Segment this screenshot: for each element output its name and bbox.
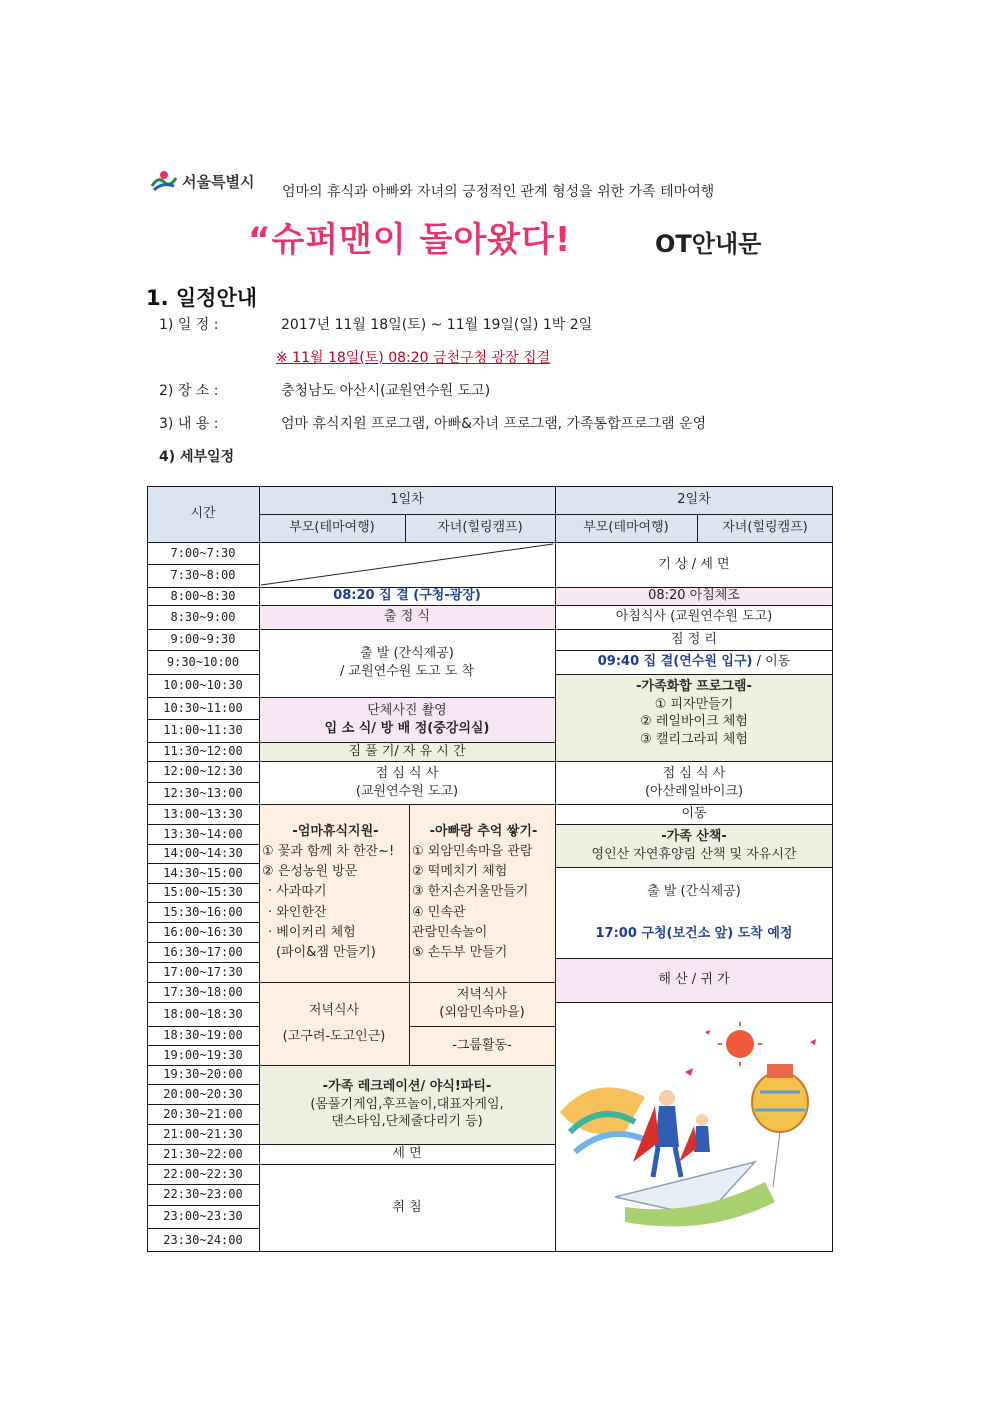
- grid-line: [147, 1084, 259, 1085]
- header-day2: 2일차: [555, 486, 833, 514]
- d1-entrance: 입 소 식/ 방 배 정(중강의실): [324, 720, 490, 736]
- d1-mom-item: · 사과따기: [268, 884, 327, 900]
- d2-arrive: 17:00 구청(보건소 앞) 도착 예정: [595, 925, 793, 941]
- d2-move: 이동: [681, 806, 707, 822]
- empty-slot-diagonal: [259, 542, 555, 587]
- grid-line: [147, 902, 259, 903]
- grid-line: [259, 1164, 555, 1165]
- grid-line: [555, 650, 833, 651]
- grid-line: [147, 1205, 259, 1206]
- info-date-value: 2017년 11월 18일(토) ~ 11월 19일(일) 1박 2일: [281, 317, 593, 333]
- grid-line: [259, 982, 555, 983]
- grid-line: [147, 844, 259, 845]
- page-title: “슈퍼맨이 돌아왔다!: [248, 220, 572, 260]
- time-slot: 14:30~15:00: [163, 865, 243, 880]
- d2-depart-line: 출 발 (간식제공): [647, 883, 741, 899]
- info-content-value: 엄마 휴식지원 프로그램, 아빠&자녀 프로그램, 가족통합프로그램 운영: [281, 416, 707, 432]
- grid-line: [409, 1026, 555, 1027]
- d2-breakfast: 아침식사 (교원연수원 도고): [615, 609, 773, 625]
- d1-ceremony: 출 정 식: [259, 605, 555, 629]
- d1-mom-item: ① 꽃과 함께 차 한잔~!: [262, 844, 395, 860]
- grid-line: [259, 1065, 555, 1066]
- grid-line: [555, 867, 833, 868]
- grid-line: [259, 761, 555, 762]
- d2-prog-item: ① 피자만들기: [654, 696, 734, 712]
- grid-line: [147, 824, 259, 825]
- d2-lunch: [555, 761, 833, 804]
- d1-entrance-block: [259, 697, 555, 742]
- d2-prog-item: ② 레일바이크 체험: [640, 714, 748, 730]
- d1-dad-item: ④ 민속관: [412, 904, 466, 920]
- grid-line: [147, 697, 259, 698]
- grid-line: [147, 650, 259, 651]
- grid-line: [555, 804, 833, 805]
- d1-wash: 세 면: [392, 1146, 422, 1162]
- header-d2-child: 자녀(힐링캠프): [697, 514, 833, 542]
- grid-line: [147, 486, 833, 487]
- time-slot: 17:00~17:30: [163, 964, 243, 979]
- time-slot: 22:30~23:00: [163, 1187, 243, 1202]
- time-slot: 13:30~14:00: [163, 826, 243, 841]
- d1-dinner-parent-line2: (고구려-도고인근): [282, 1028, 386, 1044]
- d1-lunch: [259, 761, 555, 804]
- d1-gather: 08:20 집 결 (구청-광장): [333, 588, 481, 604]
- grid-line: [259, 587, 555, 588]
- grid-line: [147, 542, 833, 543]
- grid-line: [147, 1184, 259, 1185]
- time-slot: 7:00~7:30: [170, 545, 236, 560]
- grid-line: [147, 1124, 259, 1125]
- time-slot: 19:30~20:00: [163, 1067, 243, 1082]
- d2-gather: [555, 650, 833, 674]
- d1-dad-item: ⑤ 손두부 만들기: [412, 944, 508, 960]
- d2-prog-title: -가족화합 프로그램-: [636, 679, 752, 694]
- d1-dinner-child: [409, 982, 555, 1026]
- page-subtitle: 엄마의 휴식과 아빠와 자녀의 긍정적인 관계 형성을 위한 가족 테마여행: [282, 184, 715, 200]
- grid-line: [147, 962, 259, 963]
- time-slot: 16:30~17:00: [163, 944, 243, 959]
- detail-schedule-label: 4) 세부일정: [159, 449, 235, 465]
- grid-line: [697, 514, 698, 542]
- time-slot: 20:30~21:00: [163, 1106, 243, 1121]
- d1-depart: [259, 629, 555, 697]
- schedule-table: [147, 486, 833, 1252]
- d2-gather-bold: 09:40 집 결(연수원 입구): [597, 654, 753, 670]
- grid-line: [147, 942, 259, 943]
- time-slot: 9:00~9:30: [170, 632, 236, 647]
- grid-line: [147, 1065, 259, 1066]
- grid-line: [555, 824, 833, 825]
- d2-exercise: 08:20 아침체조: [555, 587, 833, 605]
- grid-line: [147, 782, 259, 783]
- time-slot: 18:30~19:00: [163, 1028, 243, 1043]
- grid-line: [147, 1104, 259, 1105]
- info-place-value: 충청남도 아산시(교원연수원 도고): [281, 383, 491, 399]
- notice-text: ※ 11월 18일(토) 08:20 금천구청 광장 집결: [276, 350, 551, 366]
- grid-line: [555, 629, 833, 630]
- grid-line: [555, 486, 556, 1252]
- d1-group-activity: -그룹활동-: [409, 1026, 555, 1065]
- d2-walk-title: -가족 산책-: [661, 828, 727, 844]
- time-slot: 23:00~23:30: [163, 1209, 243, 1224]
- header-d2-parent: 부모(테마여행): [555, 514, 697, 542]
- seoul-logo-icon: [150, 170, 178, 192]
- grid-line: [147, 761, 259, 762]
- grid-line: [147, 863, 259, 864]
- d1-mom-title: -엄마휴식지원-: [292, 824, 379, 839]
- grid-line: [259, 605, 555, 606]
- grid-line: [259, 804, 555, 805]
- d1-lunch-line1: 점 심 식 사: [375, 765, 439, 781]
- superman-family-illustration: [555, 1002, 833, 1252]
- d1-rec-line1: (몸풀기게임,후프놀이,대표자게임,: [310, 1096, 504, 1112]
- grid-line: [555, 761, 833, 762]
- grid-line: [259, 629, 555, 630]
- grid-line: [259, 514, 833, 515]
- d2-pack: 짐 정 리: [671, 631, 717, 647]
- grid-line: [259, 486, 260, 1252]
- grid-line: [147, 629, 259, 630]
- grid-line: [259, 697, 555, 698]
- d2-wake: 기 상 / 세 면: [658, 556, 730, 572]
- time-slot: 21:00~21:30: [163, 1126, 243, 1141]
- d1-dad-item: ③ 한지손거울만들기: [412, 884, 529, 900]
- d2-depart: [555, 867, 833, 958]
- time-slot: 8:00~8:30: [170, 588, 236, 603]
- d1-dad-item: ② 떡메치기 체험: [412, 864, 508, 880]
- header-day1: 1일차: [259, 486, 555, 514]
- grid-line: [147, 1026, 259, 1027]
- grid-line: [147, 564, 259, 565]
- grid-line: [147, 804, 259, 805]
- d2-prog-item: ③ 캘리그라피 체험: [640, 731, 748, 747]
- grid-line: [147, 1251, 833, 1252]
- d1-mom-item: · 베이커리 체험: [268, 924, 356, 940]
- page-title-sub: OT안내문: [655, 230, 762, 258]
- d1-mom-program: [259, 804, 409, 982]
- time-slot: 23:30~24:00: [163, 1232, 243, 1247]
- time-slot: 10:00~10:30: [163, 678, 243, 693]
- grid-line: [555, 958, 833, 959]
- time-slot: 14:00~14:30: [163, 846, 243, 861]
- header-time: 시간: [147, 486, 259, 542]
- d1-depart-line1: 출 발 (간식제공): [360, 646, 454, 662]
- info-content-label: 3) 내 용 :: [159, 416, 219, 432]
- grid-line: [405, 514, 406, 542]
- d1-mom-item: (파이&잼 만들기): [276, 944, 376, 960]
- grid-line: [147, 742, 259, 743]
- time-slot: 16:00~16:30: [163, 924, 243, 939]
- grid-line: [147, 486, 148, 1252]
- header-d1-child: 자녀(힐링캠프): [405, 514, 555, 542]
- grid-line: [555, 587, 833, 588]
- d1-dinner-child-line1: 저녁식사: [456, 987, 508, 1003]
- grid-line: [147, 1045, 259, 1046]
- d2-lunch-line2: (아산레일바이크): [644, 783, 744, 799]
- time-slot: 20:00~20:30: [163, 1086, 243, 1101]
- time-slot: 17:30~18:00: [163, 984, 243, 999]
- d1-depart-line2: / 교원연수원 도고 도 착: [340, 664, 474, 679]
- d1-dad-title: -아빠랑 추억 쌓기-: [429, 824, 538, 839]
- d1-dad-item: ① 외암민속마을 관람: [412, 844, 533, 860]
- d2-disband: 해 산 / 귀 가: [555, 958, 833, 1002]
- d1-dad-item: 관람민속놀이: [412, 924, 488, 940]
- info-date-label: 1) 일 정 :: [159, 317, 219, 333]
- logo-text: 서울특별시: [182, 172, 255, 191]
- time-slot: 9:30~10:00: [166, 654, 240, 669]
- d1-rec-title: -가족 레크레이션/ 야식!파티-: [322, 1079, 492, 1095]
- section-heading: 1. 일정안내: [146, 286, 258, 310]
- grid-line: [147, 982, 259, 983]
- time-slot: 11:30~12:00: [163, 744, 243, 759]
- grid-line: [147, 605, 259, 606]
- time-slot: 18:00~18:30: [163, 1006, 243, 1021]
- info-place-label: 2) 장 소 :: [159, 383, 219, 399]
- time-slot: 13:00~13:30: [163, 806, 243, 821]
- d1-unpack: 짐 풀 기/ 자 유 시 간: [259, 742, 555, 761]
- d1-dinner-parent: [259, 982, 409, 1065]
- grid-line: [147, 674, 259, 675]
- d1-rec-line2: 댄스타임,단체줄다리기 등): [331, 1114, 483, 1130]
- time-slot: 15:00~15:30: [163, 885, 243, 900]
- grid-line: [147, 883, 259, 884]
- time-slot: 15:30~16:00: [163, 904, 243, 919]
- d2-program: [555, 674, 833, 761]
- d1-dinner-parent-line1: 저녁식사: [308, 1002, 360, 1018]
- grid-line: [259, 1144, 555, 1145]
- time-slot: 10:30~11:00: [163, 700, 243, 715]
- d1-lunch-line2: (교원연수원 도고): [355, 783, 459, 799]
- grid-line: [147, 922, 259, 923]
- d1-recreation: [259, 1065, 555, 1144]
- time-slot: 12:30~13:00: [163, 785, 243, 800]
- time-slot: 8:30~9:00: [170, 609, 236, 624]
- grid-line: [259, 742, 555, 743]
- grid-line: [147, 587, 259, 588]
- seoul-logo: [150, 170, 254, 192]
- grid-line: [832, 486, 833, 1252]
- grid-line: [147, 1002, 259, 1003]
- d1-mom-item: · 와인한잔: [268, 904, 327, 920]
- d2-gather-rest: / 이동: [752, 654, 791, 670]
- time-slot: 7:30~8:00: [170, 568, 236, 583]
- d1-dinner-child-line2: (외암민속마을): [439, 1005, 525, 1020]
- grid-line: [555, 605, 833, 606]
- time-slot: 19:00~19:30: [163, 1047, 243, 1062]
- grid-line: [147, 1228, 259, 1229]
- d1-photo: 단체사진 촬영: [367, 702, 447, 718]
- d1-mom-item: ② 은성농원 방문: [262, 864, 358, 880]
- d2-walk-desc: 영인산 자연휴양림 산책 및 자유시간: [591, 846, 797, 862]
- time-slot: 12:00~12:30: [163, 764, 243, 779]
- grid-line: [555, 674, 833, 675]
- grid-line: [147, 719, 259, 720]
- grid-line: [555, 1002, 833, 1003]
- time-slot: 22:00~22:30: [163, 1166, 243, 1181]
- time-slot: 21:30~22:00: [163, 1146, 243, 1161]
- d2-lunch-line1: 점 심 식 사: [662, 765, 726, 781]
- d2-walk: [555, 824, 833, 867]
- d1-dad-program: [409, 804, 555, 982]
- grid-line: [147, 1144, 259, 1145]
- header-d1-parent: 부모(테마여행): [259, 514, 405, 542]
- time-slot: 11:00~11:30: [163, 723, 243, 738]
- d1-sleep: 취 침: [392, 1200, 422, 1216]
- grid-line: [147, 1164, 259, 1165]
